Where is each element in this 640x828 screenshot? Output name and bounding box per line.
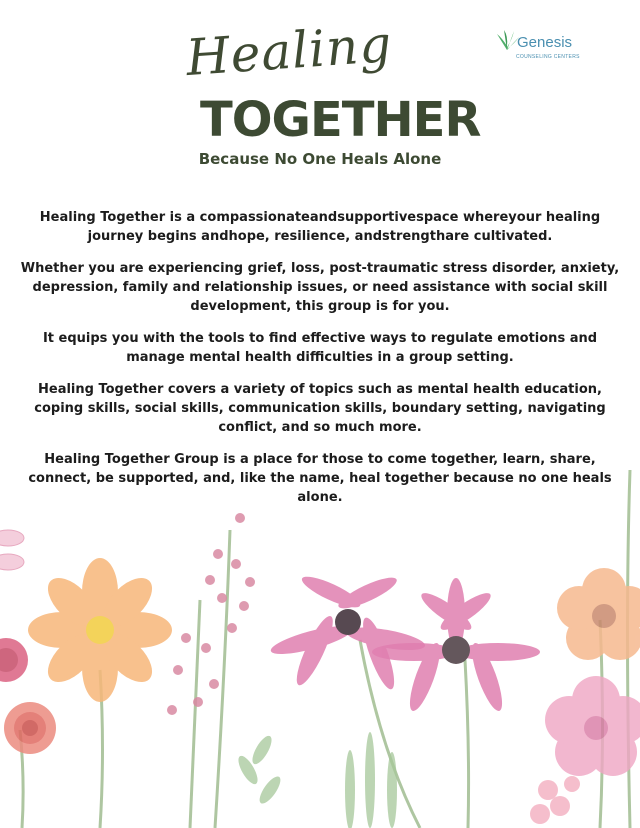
paragraph-topics: Healing Together covers a variety of topics such as mental health education, coping skills, social skills, communication skills, boundary setting, navigating conflict, and so much more. <box>34 382 606 435</box>
page-title: TOGETHER <box>200 92 481 148</box>
page-subtitle: Because No One Heals Alone <box>198 150 442 168</box>
logo-tagline: COUNSELING CENTERS <box>516 54 580 60</box>
paragraph-audience: Whether you are experiencing grief, loss, post-traumatic stress disorder, anxiety, depression, family and relationship issues, or need assistance with social skill development, this group is for you. <box>20 261 620 314</box>
paragraph-closing: Healing Together Group is a place for those to come together, learn, share, connect, be supported, and, like the name, heal together because no one heals alone. <box>28 452 612 505</box>
flower-border-illustration <box>0 470 640 828</box>
logo-name: Genesis <box>517 34 573 51</box>
paragraph-tools: It equips you with the tools to find effective ways to regulate emotions and manage mental health difficulties in a group setting. <box>42 331 598 365</box>
title-script: Healing <box>184 14 394 88</box>
paragraph-intro: Healing Together is a compassionateandsupportivespace whereyour healing journey begins andhope, resilience, andstrengthare cultivated. <box>39 210 601 244</box>
genesis-logo <box>494 28 604 64</box>
